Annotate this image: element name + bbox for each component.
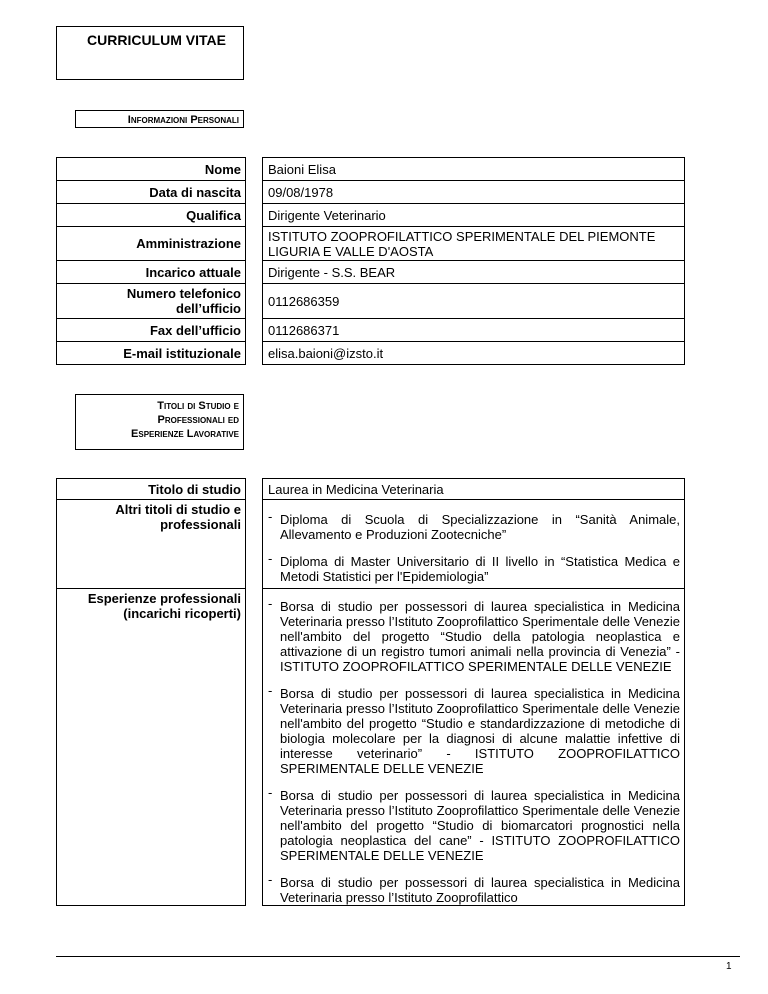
personal-info-value: Baioni Elisa [263,158,685,181]
personal-info-value: 0112686359 [263,284,685,319]
personal-info-row [57,227,685,261]
esperienza-item: - Borsa di studio per possessori di laurea specialistica in Medicina Veterinaria presso l’Istituto Zooprofilattico Sperimentale delle Venezie nell'ambito del progetto “Studio e standardizzazione di metodiche di biologia molecolare per la diagnosi di alcune malattie infettive di interesse veterinario” - ISTITUTO ZOOPROFILATTICO SPERIMENTALE DELLE VENEZIE [268,686,680,776]
personal-info-label: Incarico attuale [57,261,246,284]
altri-titoli-item: - Diploma di Master Universitario di II livello in “Statistica Medica e Metodi Statistici per l'Epidemiologia” [268,554,680,584]
personal-info-label: Qualifica [57,204,246,227]
esperienze-label: Esperienze professionali (incarichi ricoperti) [57,589,246,906]
personal-info-value: 09/08/1978 [263,181,685,204]
personal-info-label: Fax dell’ufficio [57,319,246,342]
personal-info-row [57,158,685,181]
altri-titoli-list [263,500,685,589]
personal-info-table [56,157,685,365]
esperienza-item: - Borsa di studio per possessori di laurea specialistica in Medicina Veterinaria presso l’Istituto Zooprofilattico [268,875,680,905]
cv-title: CURRICULUM VITAE [56,26,244,80]
section-studies-line-1: Titoli di Studio e [157,400,239,412]
personal-info-row [57,342,685,365]
titolo-studio-value: Laurea in Medicina Veterinaria [263,479,685,500]
personal-info-label: Numero telefonico dell’ufficio [57,284,246,319]
esperienze-list [263,589,685,906]
personal-info-row [57,204,685,227]
footer-rule [56,956,740,957]
personal-info-label: Amministrazione [57,227,246,261]
studies-table [56,478,685,906]
section-personal-info: Informazioni Personali [75,110,244,128]
personal-info-value: Dirigente - S.S. BEAR [263,261,685,284]
page-number: 1 [726,961,732,972]
esperienza-item: - Borsa di studio per possessori di laurea specialistica in Medicina Veterinaria presso l’Istituto Zooprofilattico Sperimentale delle Venezie nell'ambito del progetto “Studio di biomarcatori prognostici nella patologia neoplastica del cane” - ISTITUTO ZOOPROFILATTICO SPERIMENTALE DELLE VENEZIE [268,788,680,863]
altri-titoli-label: Altri titoli di studio e professionali [57,500,246,589]
personal-info-row [57,181,685,204]
personal-info-value: Dirigente Veterinario [263,204,685,227]
personal-info-value: elisa.baioni@izsto.it [263,342,685,365]
personal-info-label: Nome [57,158,246,181]
personal-info-label: Data di nascita [57,181,246,204]
section-studies-line-3: Esperienze Lavorative [131,428,239,440]
esperienza-item: - Borsa di studio per possessori di laurea specialistica in Medicina Veterinaria presso l’Istituto Zooprofilattico Sperimentale delle Venezie nell'ambito del progetto “Studio della patologia neoplastica e attivazione di un registro tumori animali nella provincia di Venezia” - ISTITUTO ZOOPROFILATTICO SPERIMENTALE DELLE VENEZIE [268,599,680,674]
personal-info-label: E-mail istituzionale [57,342,246,365]
personal-info-value: 0112686371 [263,319,685,342]
personal-info-row [57,284,685,319]
section-studies-experience [75,394,244,450]
personal-info-value: ISTITUTO ZOOPROFILATTICO SPERIMENTALE DEL PIEMONTE LIGURIA E VALLE D'AOSTA [263,227,685,261]
altri-titoli-item: - Diploma di Scuola di Specializzazione in “Sanità Animale, Allevamento e Produzioni Zootecniche” [268,512,680,542]
titolo-studio-label: Titolo di studio [57,479,246,500]
section-studies-line-2: Professionali ed [157,414,239,426]
personal-info-row [57,319,685,342]
personal-info-row [57,261,685,284]
